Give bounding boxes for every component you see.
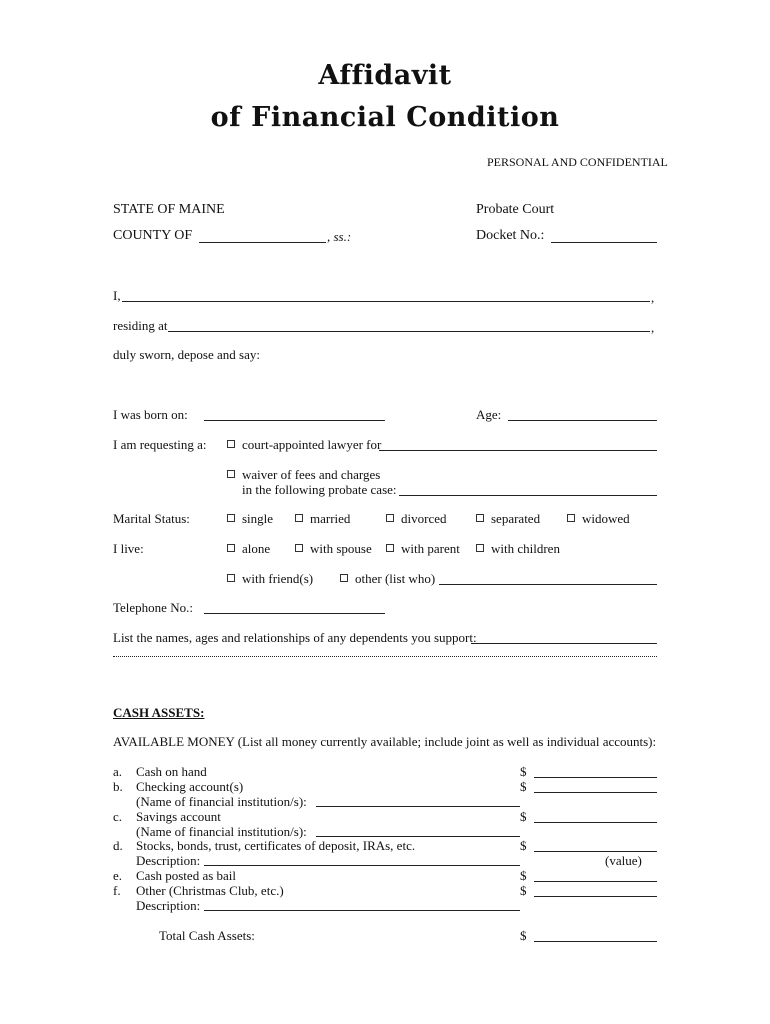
county-field[interactable] [199,242,326,243]
stocks-field[interactable] [534,851,657,852]
option-label: single [242,511,274,526]
item-letter: a. [113,764,123,779]
checkbox-icon [340,574,348,582]
savings-institution-label: (Name of financial institution/s): [136,824,307,839]
i-label: I, [113,288,121,303]
form-title-line1: Affidavit [318,60,452,91]
live-friends-checkbox[interactable] [227,571,313,587]
savings-field[interactable] [534,822,657,823]
checkbox-icon [295,514,303,522]
option-label: divorced [401,511,447,526]
phone-field[interactable] [204,613,385,614]
live-other-field[interactable] [439,584,657,585]
court-label: Probate Court [476,202,555,217]
live-alone-checkbox[interactable] [227,541,270,557]
item-letter: c. [113,809,123,824]
checking-institution-field[interactable] [316,806,520,807]
item-letter: f. [113,883,121,898]
checking-label: Checking account(s) [136,779,244,794]
checkbox-icon [476,514,484,522]
bail-label: Cash posted as bail [136,868,237,883]
checkbox-icon [295,544,303,552]
option-label: alone [242,541,271,556]
stocks-description-label: Description: [136,853,201,868]
lawyer-for-field[interactable] [379,450,657,451]
option-label: with children [491,541,560,556]
savings-institution-field[interactable] [316,836,520,837]
waiver-option-label: waiver of fees and charges [242,467,381,482]
marital-label: Marital Status: [113,511,190,526]
option-label: with friend(s) [242,571,314,586]
dollar-sign: $ [520,809,527,824]
other-label: Other (Christmas Club, etc.) [136,883,284,898]
checkbox-icon [227,574,235,582]
stocks-description-field[interactable] [204,865,520,866]
checkbox-icon [227,514,235,522]
county-label: COUNTY OF [113,228,193,243]
item-letter: b. [113,779,123,794]
dollar-sign: $ [520,928,527,943]
dollar-sign: $ [520,883,527,898]
option-label: separated [491,511,541,526]
lawyer-checkbox[interactable] [227,437,381,453]
other-description-label: Description: [136,898,201,913]
marital-married-checkbox[interactable] [295,511,350,527]
docket-label: Docket No.: [476,228,545,243]
checkbox-icon [386,544,394,552]
stocks-label: Stocks, bonds, trust, certificates of deposit, IRAs, etc. [136,838,416,853]
checkbox-icon [567,514,575,522]
savings-label: Savings account [136,809,221,824]
requesting-label: I am requesting a: [113,437,207,452]
live-parent-checkbox[interactable] [386,541,460,557]
other-field[interactable] [534,896,657,897]
dependents-field-1[interactable] [471,643,657,644]
option-label: with parent [401,541,460,556]
probate-case-field[interactable] [399,495,657,496]
residing-label: residing at [113,318,168,333]
live-other-checkbox[interactable] [340,571,435,587]
marital-single-checkbox[interactable] [227,511,273,527]
name-field[interactable] [122,301,650,302]
live-label: I live: [113,541,144,556]
checkbox-icon [227,440,235,448]
bail-field[interactable] [534,881,657,882]
residence-field[interactable] [168,331,650,332]
live-children-checkbox[interactable] [476,541,560,557]
cash-assets-heading: CASH ASSETS: [113,705,205,720]
name-comma: , [651,290,655,305]
available-money-label: AVAILABLE MONEY (List all money currently available; include joint as well as individual accounts): [113,734,657,749]
item-letter: e. [113,868,123,883]
phone-label: Telephone No.: [113,600,193,615]
checking-institution-label: (Name of financial institution/s): [136,794,307,809]
dependents-label: List the names, ages and relationships of any dependents you support: [113,630,477,645]
checkbox-icon [227,470,235,478]
checkbox-icon [476,544,484,552]
dollar-sign: $ [520,779,527,794]
marital-divorced-checkbox[interactable] [386,511,446,527]
option-label: widowed [582,511,630,526]
checkbox-icon [386,514,394,522]
born-label: I was born on: [113,407,188,422]
residence-comma: , [651,320,655,335]
dependents-field-2[interactable] [113,656,657,657]
other-description-field[interactable] [204,910,520,911]
cash-on-hand-label: Cash on hand [136,764,207,779]
item-letter: d. [113,838,123,853]
lawyer-option-label: court-appointed lawyer for [242,437,382,452]
option-label: married [310,511,351,526]
birthdate-field[interactable] [204,420,385,421]
age-field[interactable] [508,420,657,421]
marital-separated-checkbox[interactable] [476,511,540,527]
confidential-label: PERSONAL AND CONFIDENTIAL [487,155,668,169]
dollar-sign: $ [520,764,527,779]
checkbox-icon [227,544,235,552]
cash-on-hand-field[interactable] [534,777,657,778]
waiver-case-label: in the following probate case: [242,482,397,497]
dollar-sign: $ [520,868,527,883]
sworn-statement: duly sworn, depose and say: [113,347,260,362]
live-spouse-checkbox[interactable] [295,541,372,557]
docket-field[interactable] [551,242,657,243]
total-cash-field[interactable] [534,941,657,942]
state-label: STATE OF MAINE [113,202,225,217]
option-label: with spouse [310,541,372,556]
waiver-checkbox[interactable] [227,467,380,483]
value-label: (value) [605,853,642,868]
ss-label: , ss.: [327,229,352,244]
marital-widowed-checkbox[interactable] [567,511,630,527]
option-label: other (list who) [355,571,436,586]
age-label: Age: [476,407,502,422]
form-title-line2: of Financial Condition [210,102,560,133]
dollar-sign: $ [520,838,527,853]
total-cash-label: Total Cash Assets: [159,928,255,943]
checking-field[interactable] [534,792,657,793]
